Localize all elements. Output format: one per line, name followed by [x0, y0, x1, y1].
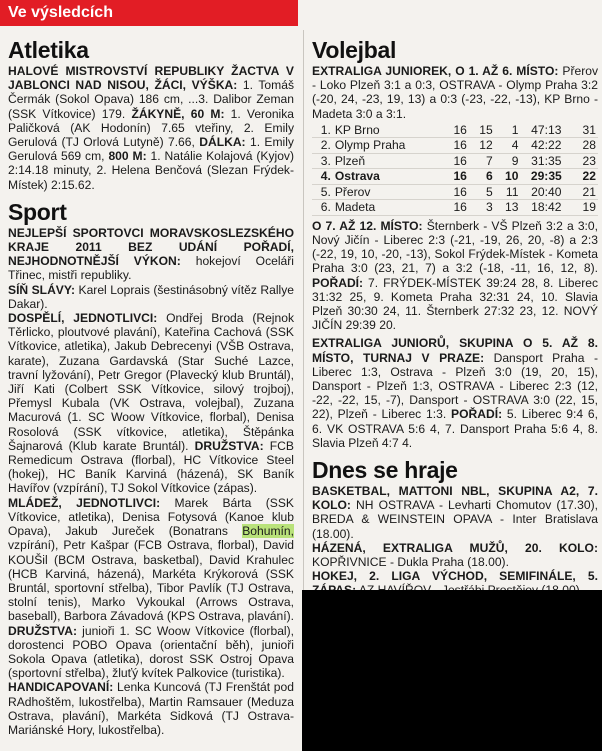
- dalka-label: DÁLKA:: [199, 135, 246, 150]
- o7-poradi-text: 7. FRÝDEK-MÍSTEK 39:24 28, 8. Liberec 31:32 25, 9. Kometa Praha 32:31 24, 10. Slavia Plzeň 30:30 24, 11. Šternberk 27:32 23, 12. NOVÝ JIČÍN 29:39 20.: [312, 275, 598, 333]
- dnes-heading: Dnes se hraje: [312, 457, 458, 484]
- right-column: [312, 36, 598, 598]
- sin-slavy-text: Karel Loprais (šestinásobný vítěz Rallye Dakar).: [8, 282, 294, 311]
- mladez-text-a: Marek Bárta (SSK Vítkovice, atletika), Denisa Fotysová (Kanoe klub Opava), Jakub Jureček (Bonatrans: [8, 495, 294, 539]
- atletika-lead: HALOVÉ MISTROVSTVÍ REPUBLIKY ŽACTVA V JABLONCI NAD NISOU, ŽÁCI, VÝŠKA:: [8, 64, 294, 93]
- cell-p: 16: [453, 153, 467, 168]
- cell-l: 4: [511, 138, 519, 153]
- o7-paragraph: [312, 219, 598, 333]
- cell-w: 15: [479, 122, 493, 137]
- mladez-label: MLÁDEŽ, JEDNOTLIVCI:: [8, 495, 161, 510]
- zakyne-text: 1. Veronika Paličková (AK Hodonín) 7.65 vteřiny, 2. Emily Gerulová (TJ Orlová Lutyně) 7.66,: [8, 106, 294, 150]
- cell-score: 18:42: [531, 200, 562, 215]
- highlighted-text: Bohumín,: [242, 524, 294, 539]
- atletika-lead-rest: 1. Tomáš Čermák (Sokol Opava) 186 cm, ...3. Dalibor Zeman (SSK Vítkovice) 179.: [8, 78, 294, 121]
- sport-heading: Sport: [8, 198, 67, 225]
- cell-l: 13: [505, 200, 519, 215]
- volejbal-heading: Volejbal: [312, 37, 397, 63]
- druzstva-mladez-text: junioři 1. SC Woow Vítkovice (florbal), dorostenci POBO Opava (orientační běh), junioři Sokola Opava (atletika), dorost SSK Ostroj Opava (sportovní střelba), žluťý kvítek Palkovice (turistika).: [8, 623, 294, 681]
- druzstva-label: DRUŽSTVA:: [194, 438, 264, 453]
- cell-score: 20:40: [531, 184, 562, 199]
- cell-team: Přerov: [334, 184, 371, 199]
- cell-rank: 1.: [320, 122, 331, 137]
- cell-team: Madeta: [334, 200, 376, 215]
- hazena-label: HÁZENÁ, EXTRALIGA MUŽŮ, 20. KOLO:: [312, 540, 598, 555]
- o7-poradi-label: POŘADÍ:: [312, 275, 364, 290]
- o7-text: Šternberk - VŠ Plzeň 3:2 a 3:0, Nový Jičín - Liberec 2:3 (-21, -19, 26, 20, -8) a 2:3 (-22, 19, 10, -20, -13), Sokol Frýdek-Místek - Kometa Praha 3:0 (23, 21, 7) a 3:2 (-18, -11, 16, 12, 8).: [312, 218, 598, 276]
- cell-team: Ostrava: [334, 169, 380, 184]
- zakyne-label: ŽÁKYNĚ, 60 M:: [131, 106, 225, 121]
- juniori-text: Dansport Praha - Liberec 1:3, Ostrava - Plzeň 3:0 (19, 20, 15), Dansport - Plzeň 1:3, OSTRAVA - Liberec 2:3 (12, -22, -22, 15, -7), Dansport - OSTRAVA 3:0 (22, 15, 22), Plzeň - Liberec 1:3.: [312, 350, 598, 422]
- cell-l: 1: [511, 122, 519, 137]
- cell-pts: 23: [582, 153, 596, 168]
- hokej-label: HOKEJ, 2. LIGA VÝCHOD, SEMIFINÁLE, 5.: [312, 569, 598, 584]
- atletika-body: [8, 64, 294, 192]
- cell-pts: 21: [582, 184, 596, 199]
- cell-rank: 2.: [320, 138, 331, 153]
- handicap-text: Lenka Kuncová (TJ Frenštát pod RAdhoštěm, lukostřelba), Martin Ramsauer (Meduza Ostrava, plavání), Markéta Sidková (TJ Ostrava-Mariánské Hory, lukostřelba).: [8, 680, 294, 737]
- cell-score: 31:35: [531, 153, 562, 168]
- table-row: [312, 184, 598, 200]
- cell-w: 7: [485, 153, 493, 168]
- cell-l: 9: [511, 153, 519, 168]
- cell-score: 42:22: [531, 138, 562, 153]
- volejbal-lead-paragraph: [312, 64, 598, 121]
- sport-body: [8, 226, 294, 737]
- juniori-label: EXTRALIGA JUNIORŮ, SKUPINA O 5. AŽ 8. MÍSTO, TURNAJ V PRAZE:: [312, 336, 598, 365]
- volejbal-lead: EXTRALIGA JUNIOREK, O 1. AŽ 6. MÍSTO:: [312, 64, 559, 78]
- handicap-label: HANDICAPOVANÍ:: [8, 680, 114, 695]
- table-row: [312, 153, 598, 169]
- o7-label: O 7. AŽ 12. MÍSTO:: [312, 218, 423, 233]
- cell-l: 10: [505, 169, 519, 184]
- druzstva-text: FCB Remedicum Ostrava (florbal), HC Vítkovice Steel (hokej), HC Baník Karviná (házená), SK Baník Havířov (vzpírání), TJ Sokol Vítkovice (zápas).: [8, 438, 294, 496]
- juniori-poradi-label: POŘADÍ:: [451, 407, 503, 422]
- m800-label: 800 M:: [108, 149, 147, 164]
- cell-p: 16: [453, 184, 467, 199]
- atletika-heading: Atletika: [8, 37, 89, 63]
- cell-rank: 3.: [320, 153, 331, 168]
- cell-w: 5: [485, 184, 493, 199]
- cell-p: 16: [453, 138, 467, 153]
- cell-score: 29:35: [530, 169, 562, 184]
- cell-w: 3: [485, 200, 493, 215]
- basket-label: BASKETBAL, MATTONI NBL, SKUPINA A2, 7. KOLO:: [312, 484, 598, 513]
- cell-team: Plzeň: [334, 153, 366, 168]
- section-tag: Ve výsledcích: [0, 0, 298, 26]
- dospeli-text: Ondřej Broda (Rejnok Těrlicko, ploutvové plavání), Kateřina Cachová (SSK Vítkovice, atletika), Jakub Debrecenyi (VŠB Ostrava, karate), Zuzana Gardavská (Star Suché Lazce, travní lyžování), Petr Gregor (Plavecký klub Bruntál), Jiří Kati (Colbert SSK Vítkovice, silový trojboj), Přemysl Kubala (VK Ostrava, volejbal), Zuzana Macurová (1. SC Woow Vítkovice, florbal), Denisa Rosolová (SSK vítkovice, atletika), Štěpánka Šajnarová (Klub karate Bruntál).: [8, 311, 294, 453]
- sport-lead: NEJLEPŠÍ SPORTOVCI MORAVSKOSLEZSKÉHO KRAJE 2011 BEZ UDÁNÍ POŘADÍ, NEJHODNOTNĚJŠÍ VÝKON:: [8, 225, 294, 269]
- table-row: [312, 123, 598, 138]
- cell-team: KP Brno: [334, 122, 380, 137]
- cell-pts: 31: [582, 122, 596, 137]
- dnes-hazena: [312, 541, 598, 569]
- cell-pts: 22: [582, 169, 596, 184]
- black-redaction-block: [302, 590, 602, 751]
- sin-slavy-label: SÍŇ SLÁVY:: [8, 282, 76, 297]
- dnes-basket: [312, 484, 598, 541]
- left-column: [8, 36, 294, 737]
- cell-rank: 4.: [320, 169, 331, 184]
- table-row: [312, 169, 598, 185]
- cell-w: 6: [485, 169, 493, 184]
- juniori-paragraph: [312, 336, 598, 450]
- cell-p: 16: [453, 169, 467, 184]
- cell-score: 47:13: [531, 122, 562, 137]
- dospeli-label: DOSPĚLÍ, JEDNOTLIVCI:: [8, 311, 158, 326]
- cell-p: 16: [453, 122, 467, 137]
- cell-rank: 5.: [320, 184, 331, 199]
- basket-text: NH OSTRAVA - Levharti Chomutov (17.30), BREDA & WEINSTEIN OPAVA - Inter Bratislava (18.00).: [312, 498, 598, 541]
- cell-rank: 6.: [320, 200, 331, 215]
- druzstva-mladez-label: DRUŽSTVA:: [8, 623, 77, 638]
- cell-p: 16: [453, 200, 467, 215]
- sport-lead-rest: hokejoví Oceláři Třinec, mistři republiky.: [8, 254, 294, 283]
- cell-l: 11: [505, 184, 519, 199]
- dalka-text: 1. Emily Gerulová 569 cm,: [8, 135, 294, 164]
- cell-pts: 19: [582, 200, 596, 215]
- table-row: [312, 138, 598, 154]
- table-row: [312, 200, 598, 216]
- standings-table: [312, 123, 598, 216]
- mladez-text-b: vzpírání), Petr Kašpar (FCB Ostrava, florbal), David KOUŠil (BCM Ostrava, basketbal), David Krahulec (HCB Karviná, házená), Markéta Krýkorová (SSK Bruntál, sportovní střelba), Tibor Pavlík (TJ Ostrava, stolní tenis), Marko Vykoukal (Arrows Ostrava, baseball), Barbora Závadová (KPS Ostrava, plavání).: [8, 538, 294, 624]
- volejbal-lead-rest: Přerov - Loko Plzeň 3:1 a 0:3, OSTRAVA - Olymp Praha 3:2 (-20, 24, -23, 19, 13) a 0:3 (-23, -22, -13), KP Brno - Madeta 3:0 a 3:1.: [312, 64, 599, 121]
- cell-w: 12: [479, 138, 493, 153]
- juniori-poradi-text: 5. Liberec 9:4 6, 6. VK OSTRAVA 5:6 4, 7. Dansport Praha 5:6 4, 8. Slavia Plzeň 4:7 4.: [312, 407, 598, 450]
- m800-text: 1. Natálie Kolajová (Kyjov) 2:14.18 minuty, 2. Helena Benčová (Slezan Frýdek-Místek) 2:15.62.: [8, 149, 295, 192]
- hazena-text: KOPŘIVNICE - Dukla Praha (18.00).: [312, 555, 509, 570]
- cell-team: Olymp Praha: [334, 138, 406, 153]
- cell-pts: 28: [582, 138, 596, 153]
